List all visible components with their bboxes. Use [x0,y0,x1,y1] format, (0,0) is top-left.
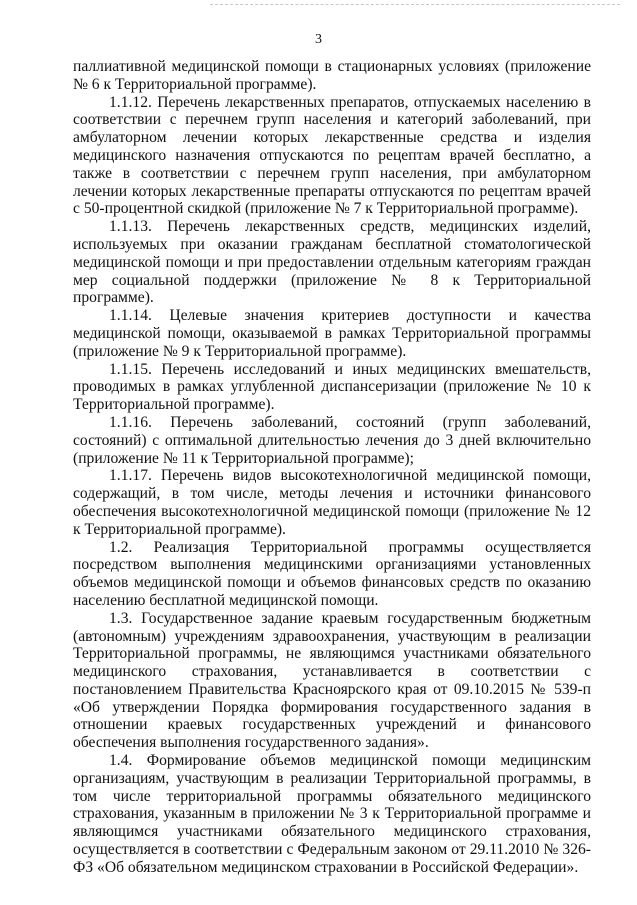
paragraph-1-1-15: 1.1.15. Перечень исследований и иных медицинских вмешательств, проводимых в рамках углубленной диспансеризации (приложение № 10 к Территориальной программе). [73,360,591,414]
top-scan-edge-rule [210,4,620,5]
paragraph-1-1-17: 1.1.17. Перечень видов высокотехнологичной медицинской помощи, содержащий, в том числе, методы лечения и источники финансового обеспечения высокотехнологичной медицинской помощи (приложение № 12 к Территориальной программе). [73,467,591,538]
page-number: 3 [315,32,322,47]
paragraph-1-1-16: 1.1.16. Перечень заболеваний, состояний (групп заболеваний, состояний) с оптимальной длительностью лечения до 3 дней включительно (приложение № 11 к Территориальной программе); [73,413,591,467]
paragraph-1-1-14: 1.1.14. Целевые значения критериев доступности и качества медицинской помощи, оказываемой в рамках Территориальной программы (приложение № 9 к Территориальной программе). [73,307,591,360]
document-body [73,58,591,877]
paragraph-1-1-12: 1.1.12. Перечень лекарственных препаратов, отпускаемых населению в соответствии с перечнем групп населения и категорий заболеваний, при амбулаторном лечении которых лекарственные средства и изделия медицинского назначения отпускаются по рецептам врачей бесплатно, а также в соответствии с перечнем групп населения, при амбулаторном лечении которых лекарственные препараты отпускаются по рецептам врачей с 50-процентной скидкой (приложение № 7 к Территориальной программе). [73,93,591,218]
paragraph-1-2: 1.2. Реализация Территориальной программы осуществляется посредством выполнения медицинскими организациями установленных объемов медицинской помощи и объемов финансовых средств по оказанию населению бесплатной медицинской помощи. [73,538,591,609]
paragraph-1-3: 1.3. Государственное задание краевым государственным бюджетным (автономным) учреждениям здравоохранения, участвующим в реализации Территориальной программы, не являющимся участниками обязательного медицинского страхования, устанавливается в соответствии с постановлением Правительства Красноярского края от 09.10.2015 № 539-п «Об утверждении Порядка формирования государственного задания в отношении краевых государственных учреждений и финансового обеспечения выполнения государственного задания». [73,609,591,752]
paragraph-palliative-care-end: паллиативной медицинской помощи в стационарных условиях (приложение № 6 к Территориальной программе). [73,58,591,93]
paragraph-1-1-13: 1.1.13. Перечень лекарственных средств, медицинских изделий, используемых при оказании гражданам бесплатной стоматологической медицинской помощи и при предоставлении отдельным категориям граждан мер социальной поддержки (приложение № 8 к Территориальной программе). [73,218,591,307]
paragraph-1-4: 1.4. Формирование объемов медицинской помощи медицинским организациям, участвующим в реализации Территориальной программы, в том числе территориальной программы обязательного медицинского страхования, указанным в приложении № 3 к Территориальной программе и являющимся участниками обязательного медицинского страхования, осуществляется в соответствии с Федеральным законом от 29.11.2010 № 326-ФЗ «Об обязательном медицинском страховании в Российской Федерации». [73,752,591,876]
